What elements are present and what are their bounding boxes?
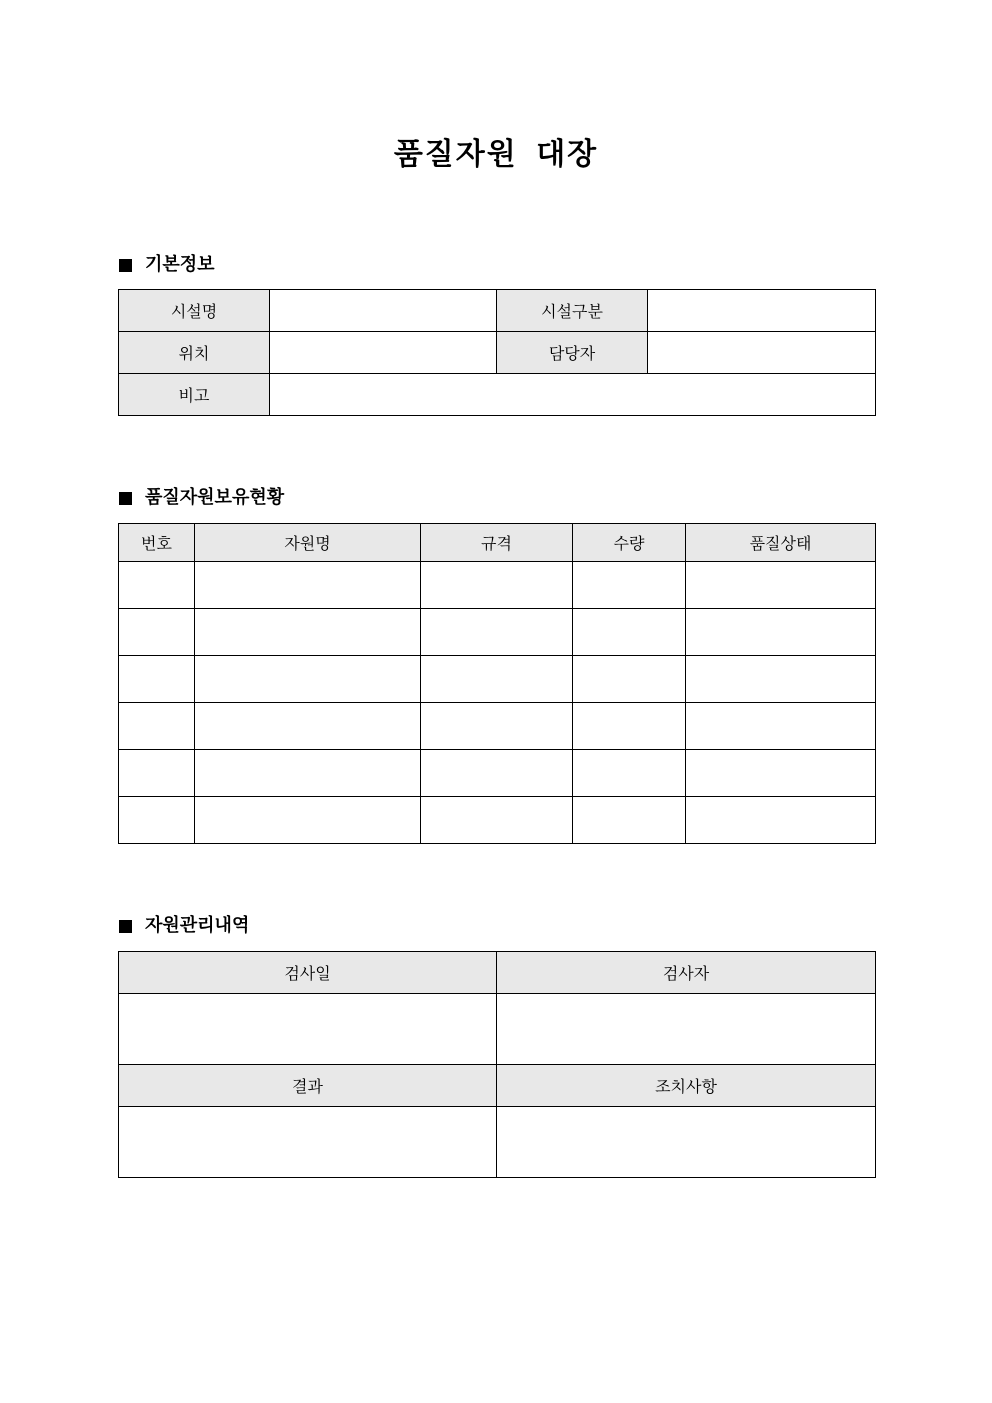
- cell-quality-status[interactable]: [686, 656, 876, 703]
- column-header-quantity: 수량: [573, 524, 686, 562]
- cell-number[interactable]: [119, 797, 195, 844]
- table-row: [119, 750, 876, 797]
- cell-resource-name[interactable]: [195, 656, 421, 703]
- column-header-quality-status: 품질상태: [686, 524, 876, 562]
- table-row: [119, 290, 876, 332]
- facility-type-field[interactable]: [648, 290, 876, 332]
- manager-label: 담당자: [497, 332, 648, 374]
- square-bullet-icon: [119, 259, 132, 272]
- cell-resource-name[interactable]: [195, 797, 421, 844]
- table-row: [119, 1107, 876, 1178]
- result-field[interactable]: [119, 1107, 497, 1178]
- cell-spec[interactable]: [421, 797, 573, 844]
- cell-resource-name[interactable]: [195, 609, 421, 656]
- management-heading-label: 자원관리내역: [145, 915, 250, 936]
- square-bullet-icon: [119, 492, 132, 505]
- table-header-row: [119, 524, 876, 562]
- cell-number[interactable]: [119, 609, 195, 656]
- cell-quality-status[interactable]: [686, 750, 876, 797]
- cell-spec[interactable]: [421, 750, 573, 797]
- table-header-row: [119, 952, 876, 994]
- remarks-field[interactable]: [270, 374, 876, 416]
- action-field[interactable]: [497, 1107, 876, 1178]
- table-row: [119, 994, 876, 1065]
- cell-quality-status[interactable]: [686, 609, 876, 656]
- table-row: [119, 703, 876, 750]
- cell-quantity[interactable]: [573, 703, 686, 750]
- cell-quality-status[interactable]: [686, 562, 876, 609]
- holdings-heading: [119, 486, 284, 510]
- column-header-resource-name: 자원명: [195, 524, 421, 562]
- cell-resource-name[interactable]: [195, 750, 421, 797]
- facility-name-label: 시설명: [119, 290, 270, 332]
- cell-resource-name[interactable]: [195, 703, 421, 750]
- management-heading: [119, 914, 249, 938]
- column-header-number: 번호: [119, 524, 195, 562]
- remarks-label: 비고: [119, 374, 270, 416]
- table-row: [119, 797, 876, 844]
- cell-quantity[interactable]: [573, 750, 686, 797]
- cell-number[interactable]: [119, 750, 195, 797]
- cell-quantity[interactable]: [573, 797, 686, 844]
- facility-type-label: 시설구분: [497, 290, 648, 332]
- cell-quality-status[interactable]: [686, 797, 876, 844]
- cell-quantity[interactable]: [573, 656, 686, 703]
- cell-spec[interactable]: [421, 609, 573, 656]
- cell-quality-status[interactable]: [686, 703, 876, 750]
- action-label: 조치사항: [497, 1065, 876, 1107]
- inspector-field[interactable]: [497, 994, 876, 1065]
- basic-info-table: [118, 289, 876, 416]
- holdings-heading-label: 품질자원보유현황: [145, 487, 285, 508]
- cell-number[interactable]: [119, 562, 195, 609]
- inspection-date-field[interactable]: [119, 994, 497, 1065]
- column-header-spec: 규격: [421, 524, 573, 562]
- basic-info-heading: [119, 253, 215, 277]
- table-row: [119, 374, 876, 416]
- facility-name-field[interactable]: [270, 290, 497, 332]
- cell-resource-name[interactable]: [195, 562, 421, 609]
- table-row: [119, 609, 876, 656]
- location-label: 위치: [119, 332, 270, 374]
- cell-number[interactable]: [119, 656, 195, 703]
- square-bullet-icon: [119, 920, 132, 933]
- holdings-table: [118, 523, 876, 844]
- table-header-row: [119, 1065, 876, 1107]
- cell-number[interactable]: [119, 703, 195, 750]
- location-field[interactable]: [270, 332, 497, 374]
- basic-info-heading-label: 기본정보: [145, 254, 215, 275]
- manager-field[interactable]: [648, 332, 876, 374]
- inspector-label: 검사자: [497, 952, 876, 994]
- management-table: [118, 951, 876, 1178]
- page-title: 품질자원 대장: [393, 137, 599, 172]
- result-label: 결과: [119, 1065, 497, 1107]
- cell-quantity[interactable]: [573, 609, 686, 656]
- cell-spec[interactable]: [421, 656, 573, 703]
- table-row: [119, 656, 876, 703]
- cell-spec[interactable]: [421, 703, 573, 750]
- table-row: [119, 562, 876, 609]
- cell-spec[interactable]: [421, 562, 573, 609]
- table-row: [119, 332, 876, 374]
- cell-quantity[interactable]: [573, 562, 686, 609]
- inspection-date-label: 검사일: [119, 952, 497, 994]
